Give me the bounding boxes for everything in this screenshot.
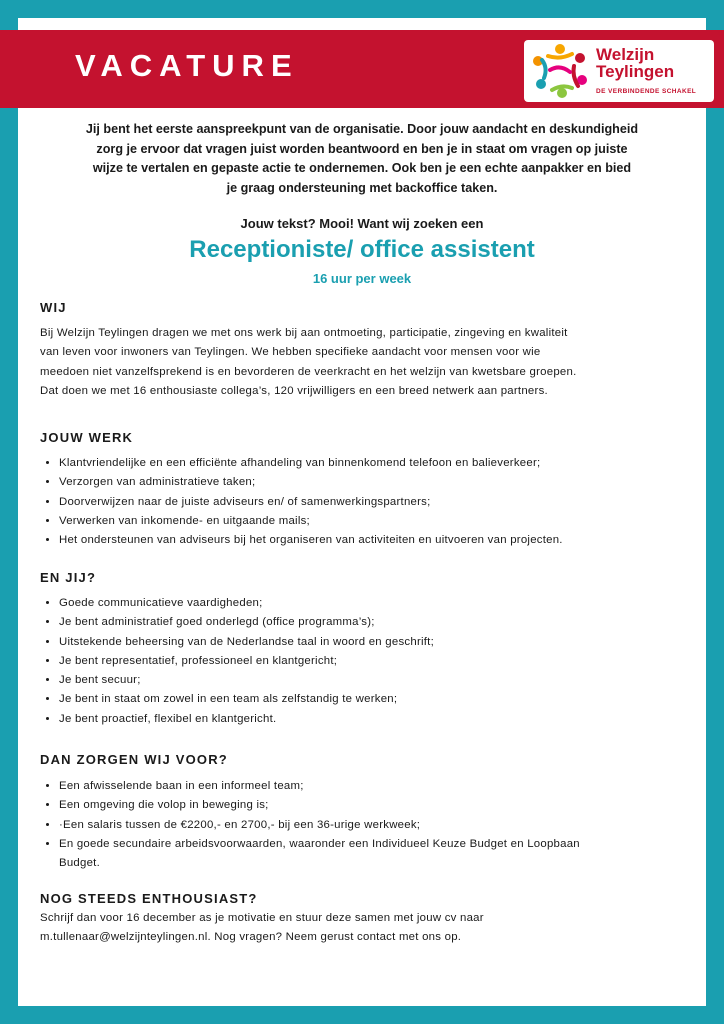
wij-paragraph xyxy=(40,324,690,401)
logo-line1: Welzijn xyxy=(596,45,655,64)
list-item: • Verzorgen van administratieve taken; xyxy=(59,473,709,492)
people-circle-logo-icon xyxy=(528,42,592,100)
wij-line: van leven voor inwoners van Teylingen. We hebben specifieke aandacht voor mensen voor wie xyxy=(40,346,541,359)
section-title-wij: WIJ xyxy=(40,300,67,315)
logo-tagline: DE VERBINDENDE SCHAKEL xyxy=(596,88,697,95)
wij-line: Bij Welzijn Teylingen dragen we met ons werk bij aan ontmoeting, participatie, zingeving en kwaliteit xyxy=(40,327,568,339)
brand-logo xyxy=(524,40,714,102)
hours-per-week: 16 uur per week xyxy=(312,271,412,286)
section-title-en-jij: EN JIJ? xyxy=(40,570,97,585)
lead-text: Jouw tekst? Mooi! Want wij zoeken een xyxy=(240,216,484,231)
list-item: • Een omgeving die volop in beweging is; xyxy=(59,796,709,815)
intro-line: Jij bent het eerste aanspreekpunt van de organisatie. Door jouw aandacht en deskundigheid xyxy=(85,122,639,136)
list-item-text: En goede secundaire arbeidsvoorwaarden, waaronder een Individueel Keuze Budget en Loopbaan xyxy=(59,837,580,850)
logo-line2: Teylingen xyxy=(596,62,675,81)
intro-line: zorg je ervoor dat vragen juist worden beantwoord en ben je in staat om vragen op juiste xyxy=(96,141,628,156)
list-item: • Goede communicatieve vaardigheden; xyxy=(59,594,709,613)
banner-title: VACATURE xyxy=(75,48,299,83)
job-title: Receptioniste/ office assistent xyxy=(189,236,535,263)
enthousiast-paragraph xyxy=(40,909,690,948)
list-item-continuation: Budget. xyxy=(59,857,101,870)
section-title-nog-steeds-enthousiast: NOG STEEDS ENTHOUSIAST? xyxy=(40,891,258,906)
dan-zorgen-wij-voor-list xyxy=(40,777,709,873)
list-item: • Je bent secuur; xyxy=(59,671,709,690)
list-item: • Je bent proactief, flexibel en klantgericht. xyxy=(59,710,709,729)
list-item: • Je bent representatief, professioneel en klantgericht; xyxy=(59,652,709,671)
list-item: • Je bent in staat om zowel in een team als zelfstandig te werken; xyxy=(59,690,709,709)
list-item: • Je bent administratief goed onderlegd (office programma’s); xyxy=(59,613,709,632)
list-item: • Een afwisselende baan in een informeel team; xyxy=(59,777,709,796)
wij-line: meedoen niet vanzelfsprekend is en bevorderen de veerkracht en het welzijn van kwetsbare groepen. xyxy=(40,365,577,378)
section-title-dan-zorgen-wij-voor: DAN ZORGEN WIJ VOOR? xyxy=(40,752,228,767)
intro-paragraph xyxy=(50,120,674,198)
list-item: • Verwerken van inkomende- en uitgaande mails; xyxy=(59,512,709,531)
list-item: • ·Een salaris tussen de €2200,- en 2700,- bij een 36-urige werkweek; xyxy=(59,816,709,835)
list-item xyxy=(59,835,709,874)
section-title-jouw-werk: JOUW WERK xyxy=(40,430,134,445)
jouw-werk-list xyxy=(40,454,709,550)
logo-wordmark xyxy=(596,46,674,80)
intro-line: wijze te vertalen en gepaste actie te ondernemen. Ook ben je een echte aanpakker en bied xyxy=(92,161,632,175)
intro-line: je graag ondersteuning met backoffice taken. xyxy=(226,180,498,195)
list-item: • Het ondersteunen van adviseurs bij het organiseren van activiteiten en uitvoeren van projecten. xyxy=(59,531,709,550)
list-item: • Doorverwijzen naar de juiste adviseurs en/ of samenwerkingspartners; xyxy=(59,493,709,512)
en-jij-list xyxy=(40,594,709,729)
enthousiast-line: Schrijf dan voor 16 december as je motivatie en stuur deze samen met jouw cv naar xyxy=(40,912,484,924)
enthousiast-line: m.tullenaar@welzijnteylingen.nl. Nog vragen? Neem gerust contact met ons op. xyxy=(40,931,462,944)
wij-line: Dat doen we met 16 enthousiaste collega’s, 120 vrijwilligers en een breed netwerk aan partners. xyxy=(40,384,548,397)
list-item: • Klantvriendelijke en een efficiënte afhandeling van binnenkomend telefoon en balieverkeer; xyxy=(59,454,709,473)
list-item: • Uitstekende beheersing van de Nederlandse taal in woord en geschrift; xyxy=(59,633,709,652)
